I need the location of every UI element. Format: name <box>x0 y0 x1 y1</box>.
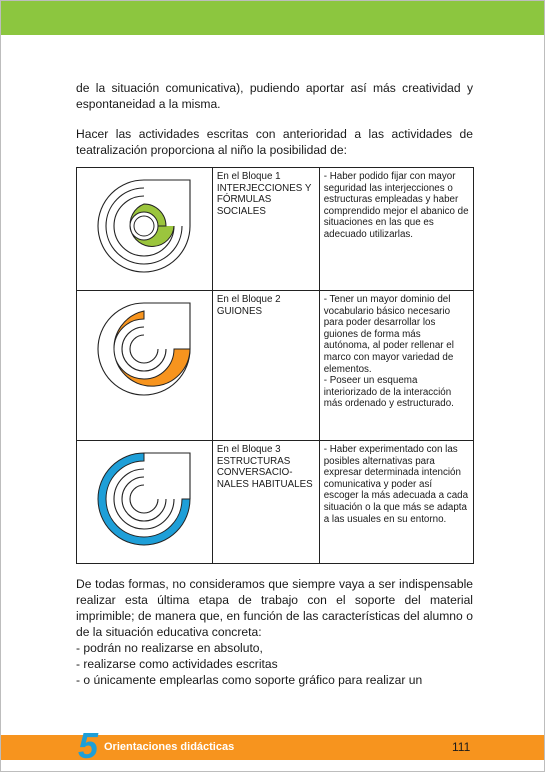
spiral-green-icon <box>89 171 199 281</box>
table-row-block-3 <box>77 441 474 564</box>
page-number: 111 <box>452 740 471 754</box>
block-title: GUIONES <box>216 305 263 317</box>
block-intro: En el Bloque 3 <box>216 444 281 455</box>
list-item: - o únicamente emplearlas como soporte gráfico para realizar un <box>76 673 423 687</box>
block-cell <box>212 441 319 564</box>
activities-table <box>76 167 474 564</box>
table-row-block-1 <box>77 168 474 291</box>
block-intro: En el Bloque 2 <box>216 294 281 305</box>
description-cell <box>319 168 473 291</box>
conclusion-paragraph: De todas formas, no consideramos que siempre vaya a ser indispensable realizar esta última etapa de trabajo con el soporte del material imprimible; de manera que, en función de las características del alumno o de la situación educativa concreta: <box>76 577 473 639</box>
options-list <box>76 640 473 688</box>
block-cell <box>212 168 319 291</box>
top-color-band <box>1 1 544 35</box>
chapter-title: Orientaciones didácticas <box>104 741 235 753</box>
list-item: - realizarse como actividades escritas <box>76 657 278 671</box>
block-intro: En el Bloque 1 <box>216 171 281 182</box>
spiral-cell <box>77 291 213 441</box>
spiral-cell <box>77 168 213 291</box>
chapter-number: 5 <box>78 725 99 766</box>
spiral-cell <box>77 441 213 564</box>
block-cell <box>212 291 319 441</box>
intro-paragraph: de la situación comunicativa), pudiendo aportar así más creatividad y espontaneidad a la misma. <box>76 81 473 111</box>
lead-in-paragraph: Hacer las actividades escritas con anterioridad a las actividades de teatralización proporciona al niño la posibilidad de: <box>76 127 473 157</box>
description-text: - Haber podido fijar con mayor seguridad las interjecciones o estructuras empleadas y haber comprendido mejor el abanico de situaciones en las que es adecuado utilizarlas. <box>323 171 469 240</box>
list-item: - podrán no realizarse en absoluto, <box>76 641 263 655</box>
spiral-orange-icon <box>89 294 199 404</box>
block-title: INTERJECCIONES Y FÓRMULAS SOCIALES <box>216 182 312 217</box>
description-cell <box>319 291 473 441</box>
block-title: ESTRUCTURAS CONVERSACIO-NALES HABITUALES <box>216 455 313 490</box>
description-text: - Poseer un esquema interiorizado de la interacción más ordenado y estructurado. <box>323 375 454 410</box>
description-text: - Tener un mayor dominio del vocabulario básico necesario para poder desarrollar los guiones de forma más autónoma, al poder rellenar el marco con mayor variedad de elementos. <box>323 294 454 375</box>
description-cell <box>319 441 473 564</box>
spiral-blue-icon <box>89 444 199 554</box>
table-row-block-2 <box>77 291 474 441</box>
description-text: - Haber experimentado con las posibles alternativas para expresar determinada intención comunicativa y poder así escoger la más adecuada a cada situación o la que más se adapta a las usuales en su entorno. <box>323 444 469 525</box>
